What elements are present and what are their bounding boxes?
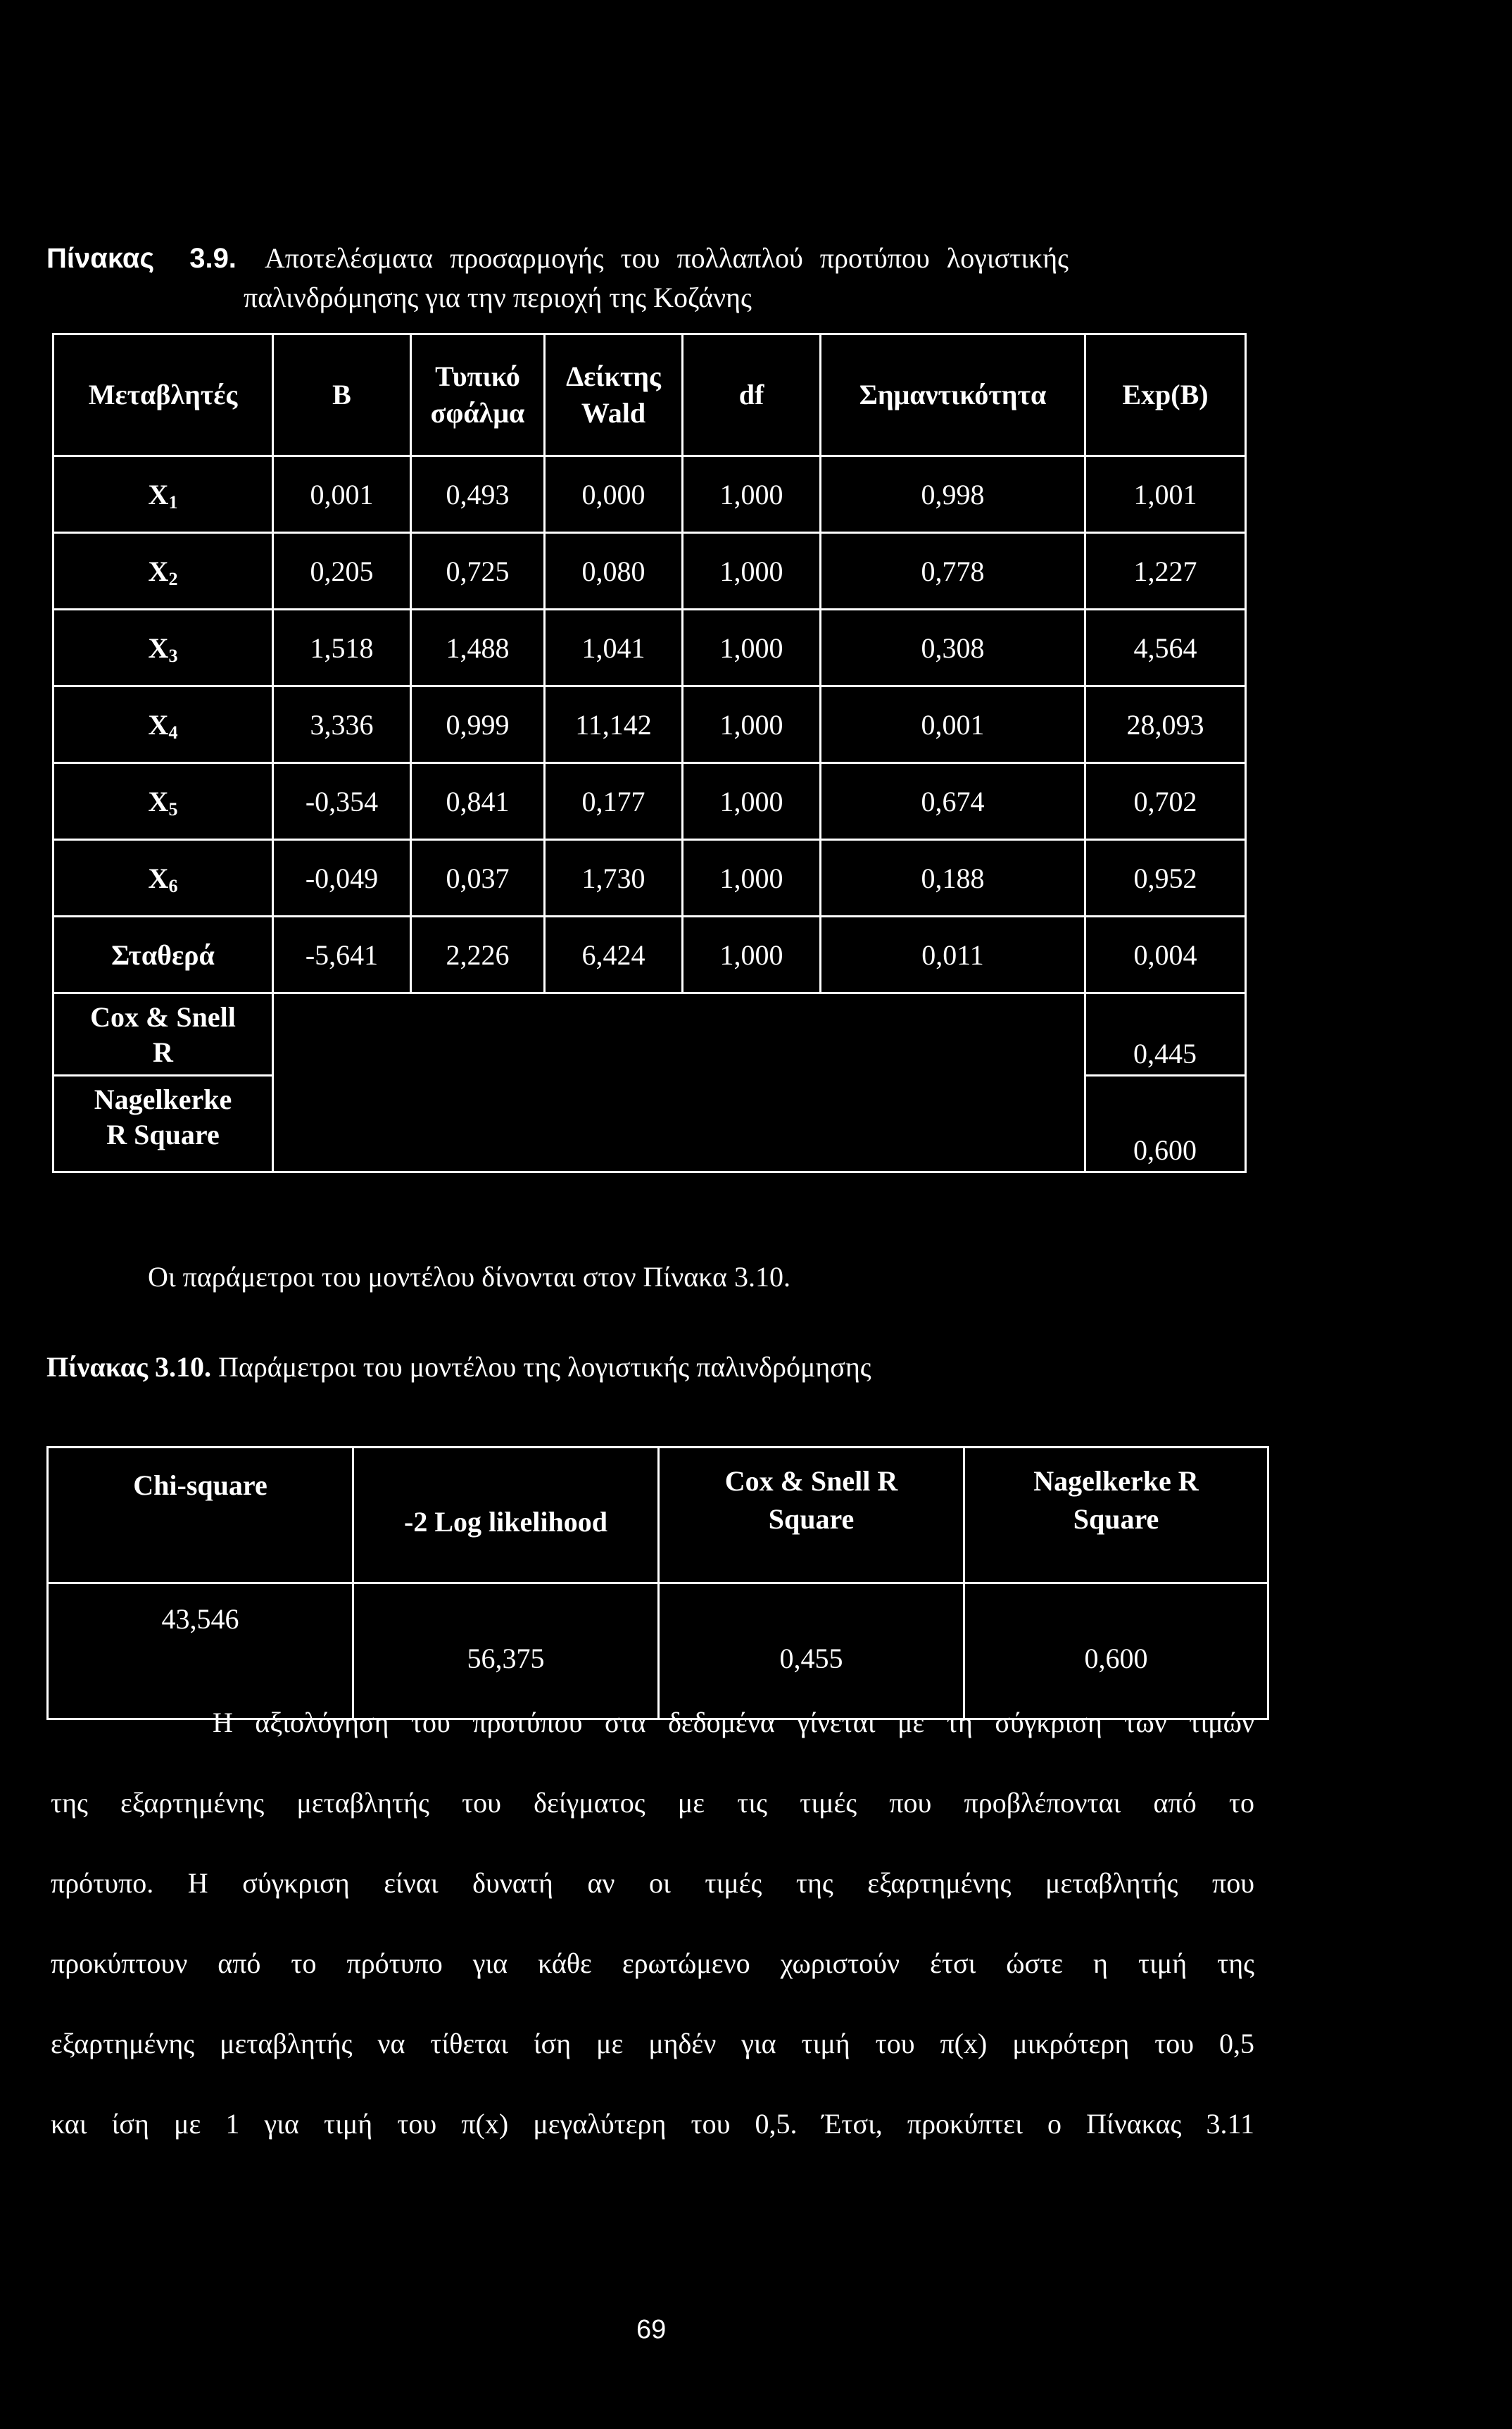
- paragraph-line: προκύπτουν από το πρότυπο για κάθε ερωτώμενο χωριστούν έτσι ώστε η τιμή της: [51, 1947, 1254, 1979]
- table-row: [53, 533, 1246, 610]
- variable-name: $X_4$: [53, 686, 273, 763]
- cell-df: 1,000: [683, 456, 821, 533]
- header-chi-square: Chi-square: [48, 1448, 353, 1583]
- paragraph-line: Η αξιολόγηση του προτύπου στα δεδομένα γίνεται με τη σύγκριση των τιμών: [213, 1707, 1254, 1738]
- header-variables: Μεταβλητές: [53, 334, 273, 456]
- cell-se: 0,037: [411, 840, 545, 917]
- note-text: Οι παράμετροι του μοντέλου δίνονται στον Πίνακα 3.10.: [148, 1261, 790, 1293]
- cell-sig: 0,998: [821, 456, 1085, 533]
- table2-header-row: [48, 1448, 1268, 1583]
- variable-name: Σταθερά: [53, 917, 273, 993]
- cell-b: 1,518: [273, 610, 411, 686]
- cell-b: 0,001: [273, 456, 411, 533]
- cox-snell-value: 0,445: [1085, 993, 1246, 1076]
- cell-sig: 0,001: [821, 686, 1085, 763]
- value-nagelkerke: 0,600: [964, 1583, 1268, 1719]
- results-table: [52, 333, 1247, 1173]
- cell-wald: 0,000: [545, 456, 683, 533]
- cell-exp: 4,564: [1085, 610, 1246, 686]
- empty-cell: [273, 993, 1085, 1172]
- cell-exp: 0,952: [1085, 840, 1246, 917]
- cell-wald: 1,041: [545, 610, 683, 686]
- table1-caption-line2: παλινδρόμησης για την περιοχή της Κοζάνης: [244, 282, 752, 313]
- table1-caption: [46, 238, 1069, 279]
- header-b: B: [273, 334, 411, 456]
- variable-name: $X_5$: [53, 763, 273, 840]
- header-wald: Δείκτης Wald: [545, 334, 683, 456]
- cell-exp: 0,702: [1085, 763, 1246, 840]
- variable-name: $X_2$: [53, 533, 273, 610]
- cell-b: -0,049: [273, 840, 411, 917]
- cox-snell-label: Cox & Snell R: [53, 993, 273, 1076]
- cell-df: 1,000: [683, 610, 821, 686]
- paragraph-line: εξαρτημένης μεταβλητής να τίθεται ίση με μηδέν για τιμή του π(x) μικρότερη του 0,5: [51, 2028, 1254, 2059]
- cell-df: 1,000: [683, 686, 821, 763]
- header-log-likelihood: -2 Log likelihood: [353, 1448, 659, 1583]
- header-exp-b: Exp(B): [1085, 334, 1246, 456]
- caption2-label: Πίνακας 3.10.: [46, 1351, 211, 1383]
- cell-b: -0,354: [273, 763, 411, 840]
- header-nagelkerke: Nagelkerke R Square: [964, 1448, 1268, 1583]
- cell-b: -5,641: [273, 917, 411, 993]
- page-number: 69: [636, 2315, 667, 2345]
- header-df: df: [683, 334, 821, 456]
- cell-se: 0,999: [411, 686, 545, 763]
- model-parameters-table: [46, 1446, 1269, 1720]
- paragraph-line: της εξαρτημένης μεταβλητής του δείγματος με τις τιμές που προβλέπονται από το: [51, 1787, 1254, 1819]
- variable-name: $X_6$: [53, 840, 273, 917]
- paragraph-line: πρότυπο. Η σύγκριση είναι δυνατή αν οι τιμές της εξαρτημένης μεταβλητής που: [51, 1867, 1254, 1899]
- table-row: [53, 686, 1246, 763]
- variable-name: $X_3$: [53, 610, 273, 686]
- cox-snell-row: [53, 993, 1246, 1076]
- value-log-likelihood: 56,375: [353, 1583, 659, 1719]
- cell-sig: 0,011: [821, 917, 1085, 993]
- caption-label: Πίνακας: [46, 243, 155, 274]
- table-row: [53, 456, 1246, 533]
- cell-wald: 0,177: [545, 763, 683, 840]
- cell-wald: 1,730: [545, 840, 683, 917]
- cell-se: 1,488: [411, 610, 545, 686]
- cell-se: 0,841: [411, 763, 545, 840]
- cell-df: 1,000: [683, 763, 821, 840]
- table-row: [53, 610, 1246, 686]
- cell-se: 0,493: [411, 456, 545, 533]
- header-cox-snell: Cox & Snell R Square: [659, 1448, 964, 1583]
- table-row: [53, 763, 1246, 840]
- cell-wald: 6,424: [545, 917, 683, 993]
- cell-exp: 1,001: [1085, 456, 1246, 533]
- nagelkerke-label: Nagelkerke R Square: [53, 1076, 273, 1172]
- cell-b: 3,336: [273, 686, 411, 763]
- cell-sig: 0,188: [821, 840, 1085, 917]
- header-std-error: Τυπικό σφάλμα: [411, 334, 545, 456]
- table-header-row: [53, 334, 1246, 456]
- body-paragraph: [51, 1683, 1254, 2164]
- cell-df: 1,000: [683, 917, 821, 993]
- variable-name: $X_1$: [53, 456, 273, 533]
- cell-exp: 28,093: [1085, 686, 1246, 763]
- cell-wald: 11,142: [545, 686, 683, 763]
- nagelkerke-value: 0,600: [1085, 1076, 1246, 1172]
- cell-df: 1,000: [683, 840, 821, 917]
- cell-se: 0,725: [411, 533, 545, 610]
- table2-caption: [46, 1350, 871, 1383]
- cell-sig: 0,778: [821, 533, 1085, 610]
- cell-exp: 1,227: [1085, 533, 1246, 610]
- value-cox-snell: 0,455: [659, 1583, 964, 1719]
- cell-sig: 0,674: [821, 763, 1085, 840]
- cell-b: 0,205: [273, 533, 411, 610]
- cell-exp: 0,004: [1085, 917, 1246, 993]
- paragraph-line: και ίση με 1 για τιμή του π(x) μεγαλύτερη του 0,5. Έτσι, προκύπτει ο Πίνακας 3.11: [51, 2108, 1254, 2140]
- cell-df: 1,000: [683, 533, 821, 610]
- table-row: [53, 840, 1246, 917]
- header-significance: Σημαντικότητα: [821, 334, 1085, 456]
- cell-sig: 0,308: [821, 610, 1085, 686]
- caption2-text: Παράμετροι του μοντέλου της λογιστικής παλινδρόμησης: [218, 1351, 871, 1383]
- caption-number: 3.9.: [189, 243, 237, 274]
- table-row: [53, 917, 1246, 993]
- caption-line1: Αποτελέσματα προσαρμογής του πολλαπλού προτύπου λογιστικής: [264, 242, 1069, 274]
- cell-wald: 0,080: [545, 533, 683, 610]
- value-chi-square: 43,546: [48, 1583, 353, 1719]
- cell-se: 2,226: [411, 917, 545, 993]
